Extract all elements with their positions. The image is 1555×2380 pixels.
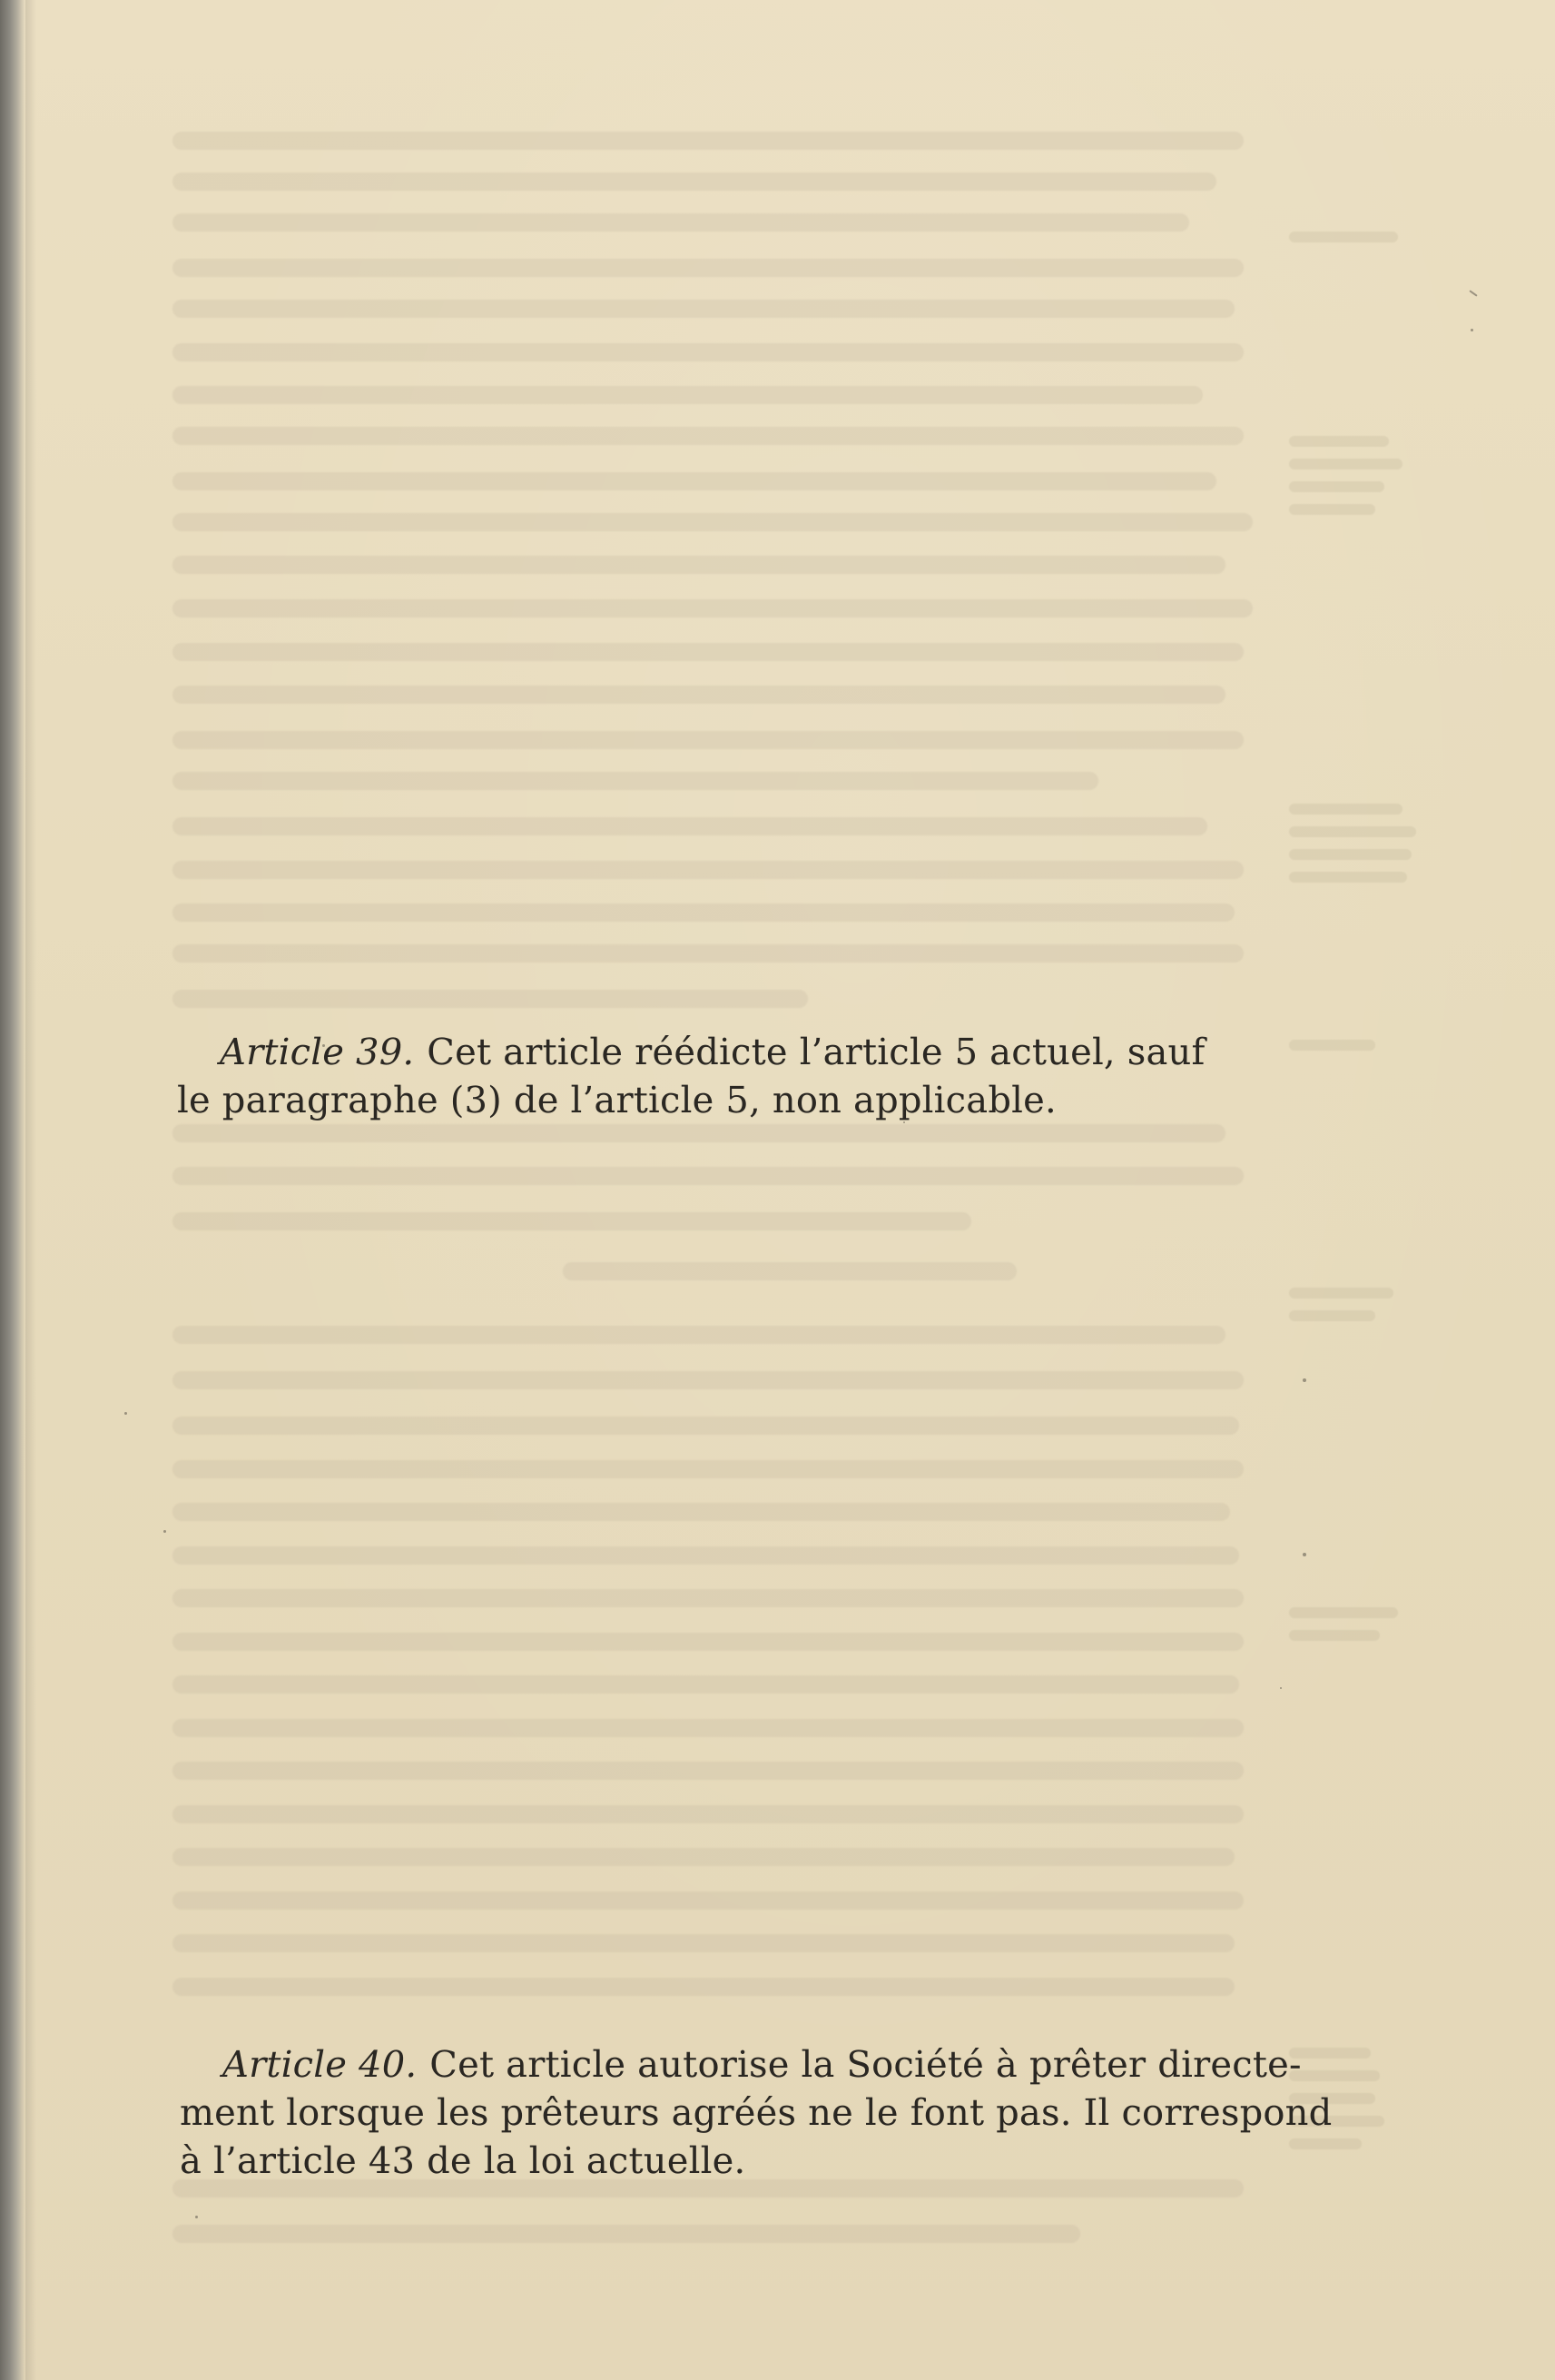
page-binding-edge — [0, 0, 25, 2380]
bleed-through-line — [172, 686, 1225, 704]
bleed-through-line — [172, 259, 1244, 277]
paper-speck — [124, 1412, 127, 1415]
bleed-through-margin-note — [1289, 872, 1407, 883]
bleed-through-margin-note — [1289, 804, 1402, 815]
bleed-through-margin-note — [1289, 1040, 1375, 1051]
bleed-through-line — [172, 1848, 1235, 1866]
bleed-through-line — [172, 513, 1253, 531]
bleed-through-line — [172, 1675, 1239, 1694]
article-40-line-2: ment lorsque les prêteurs agréés ne le font pas. Il correspond — [180, 2092, 1333, 2134]
article-39-paragraph — [177, 1029, 1275, 1125]
article-39-heading: Article 39. — [220, 1032, 415, 1073]
article-40-heading: Article 40. — [222, 2044, 418, 2086]
article-40-line-1 — [180, 2041, 1302, 2089]
bleed-through-line — [172, 731, 1244, 749]
paper-speck — [163, 1530, 166, 1533]
bleed-through-line — [172, 132, 1244, 150]
bleed-through-line — [172, 944, 1244, 963]
paper-speck — [1280, 1687, 1282, 1689]
bleed-through-line — [172, 556, 1225, 574]
bleed-through-margin-note — [1289, 826, 1416, 837]
bleed-through-margin-note — [1289, 504, 1375, 515]
bleed-through-line — [563, 1262, 1017, 1280]
bleed-through-line — [172, 343, 1244, 361]
bleed-through-line — [172, 1417, 1239, 1435]
bleed-through-line — [172, 599, 1253, 617]
bleed-through-line — [172, 386, 1203, 404]
bleed-through-margin-note — [1289, 1288, 1393, 1299]
bleed-through-line — [172, 1326, 1225, 1344]
bleed-through-line — [172, 213, 1189, 232]
paper-speck — [1469, 290, 1477, 296]
bleed-through-line — [172, 990, 808, 1008]
bleed-through-line — [172, 643, 1244, 661]
bleed-through-line — [172, 817, 1207, 835]
bleed-through-line — [172, 772, 1098, 790]
bleed-through-line — [172, 1633, 1244, 1651]
bleed-through-line — [172, 173, 1216, 191]
bleed-through-margin-note — [1289, 1310, 1375, 1321]
bleed-through-margin-note — [1289, 481, 1384, 492]
article-39-line-2: le paragraphe (3) de l’article 5, non applicable. — [177, 1080, 1057, 1121]
bleed-through-line — [172, 1460, 1244, 1478]
bleed-through-line — [172, 1589, 1244, 1607]
bleed-through-margin-note — [1289, 459, 1402, 469]
paper-speck — [1303, 1378, 1306, 1382]
bleed-through-line — [172, 1371, 1244, 1389]
bleed-through-margin-note — [1289, 2070, 1380, 2081]
bleed-through-line — [172, 904, 1235, 922]
bleed-through-line — [172, 1212, 971, 1230]
bleed-through-margin-note — [1289, 232, 1398, 242]
bleed-through-line — [172, 472, 1216, 490]
paper-speck — [1471, 329, 1473, 331]
bleed-through-line — [172, 300, 1235, 318]
bleed-through-line — [172, 1503, 1230, 1521]
bleed-through-line — [172, 1978, 1235, 1996]
bleed-through-line — [172, 1934, 1235, 1952]
bleed-through-line — [172, 861, 1244, 879]
bleed-through-line — [172, 1719, 1244, 1737]
paper-speck — [1303, 1553, 1306, 1556]
bleed-through-line — [172, 1891, 1244, 1910]
bleed-through-margin-note — [1289, 436, 1389, 447]
bleed-through-line — [172, 1805, 1244, 1823]
article-39-line-1 — [177, 1029, 1275, 1077]
bleed-through-line — [172, 1546, 1239, 1565]
bleed-through-margin-note — [1289, 849, 1412, 860]
bleed-through-line — [172, 427, 1244, 445]
bleed-through-margin-note — [1289, 2138, 1362, 2149]
page-binding-shadow — [25, 0, 36, 2380]
article-40-line-1-text: Cet article autorise la Société à prêter directe- — [429, 2044, 1302, 2086]
bleed-through-line — [172, 1762, 1244, 1780]
bleed-through-margin-note — [1289, 1630, 1380, 1641]
bleed-through-line — [172, 2225, 1080, 2243]
bleed-through-line — [172, 1167, 1244, 1185]
bleed-through-line — [172, 1124, 1225, 1142]
article-39-line-1-text: Cet article réédicte l’article 5 actuel, sauf — [427, 1032, 1206, 1073]
bleed-through-margin-note — [1289, 1607, 1398, 1618]
article-40-line-3: à l’article 43 de la loi actuelle. — [180, 2140, 746, 2182]
article-40-paragraph — [180, 2041, 1333, 2186]
paper-speck — [195, 2216, 198, 2218]
